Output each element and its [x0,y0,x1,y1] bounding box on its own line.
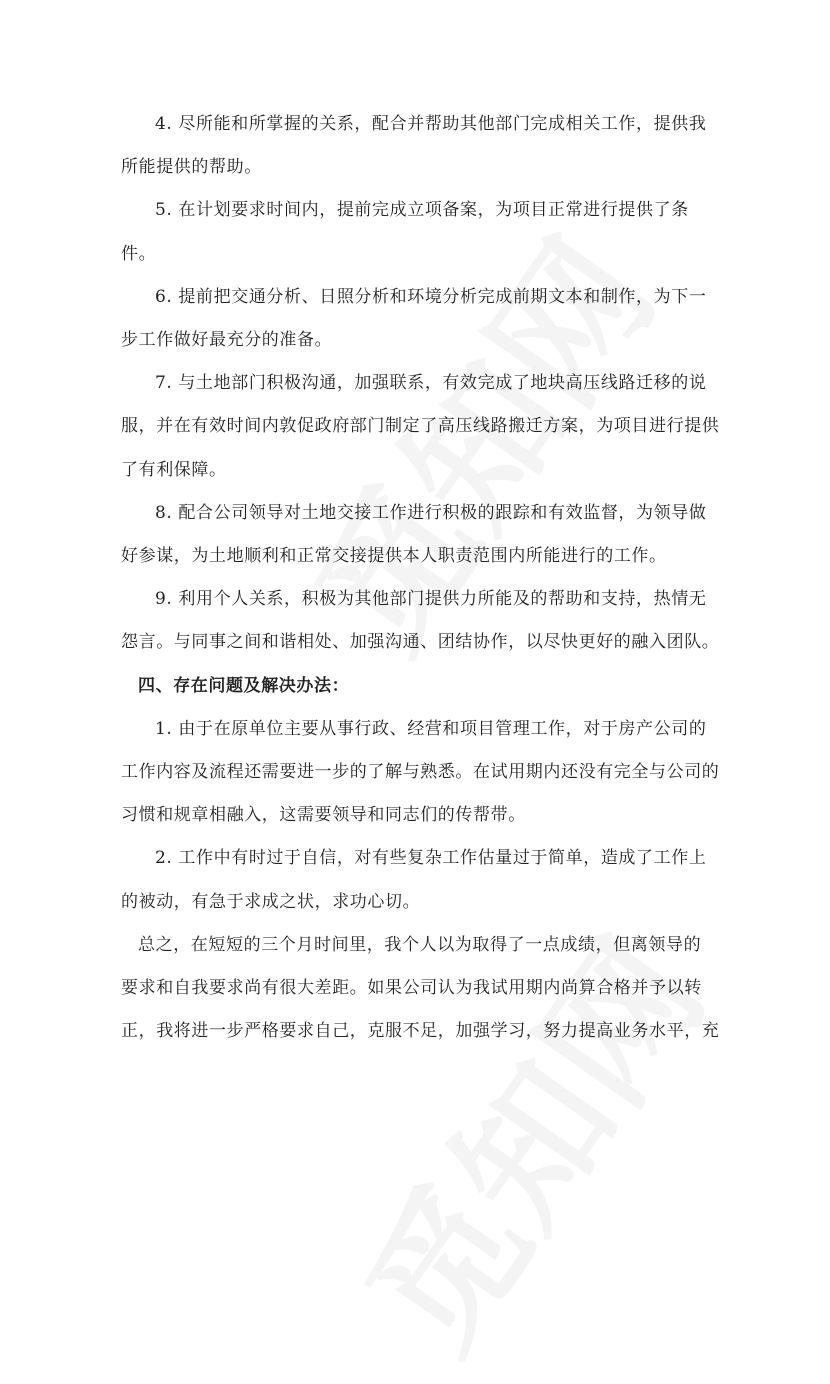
text-line: 习惯和规章相融入，这需要领导和同志们的传帮带。 [121,805,526,826]
text-line: 8. 配合公司领导对土地交接工作进行积极的跟踪和有效监督，为领导做 [155,502,707,523]
text-line: 服，并在有效时间内敦促政府部门制定了高压线路搬迁方案，为项目进行提供 [121,416,720,437]
text-line: 了有利保障。 [121,459,227,480]
text-line: 总之，在短短的三个月时间里，我个人以为取得了一点成绩，但离领导的 [138,934,702,955]
text-line: 件。 [121,243,157,264]
section-heading: 四、存在问题及解决办法： [138,675,350,696]
text-line: 9. 利用个人关系，积极为其他部门提供力所能及的帮助和支持，热情无 [155,589,707,610]
text-line: 好参谋，为土地顺利和正常交接提供本人职责范围内所能进行的工作。 [121,546,667,566]
text-line: 5. 在计划要求时间内，提前完成立项备案，为项目正常进行提供了条 [155,200,689,221]
text-line: 6. 提前把交通分析、日照分析和环境分析完成前期文本和制作，为下一 [155,286,707,307]
text-line: 怨言。与同事之间和谐相处、加强沟通、团结协作，以尽快更好的融入团队。 [121,632,720,653]
text-line: 4. 尽所能和所掌握的关系，配合并帮助其他部门完成相关工作，提供我 [155,114,707,134]
text-line: 工作内容及流程还需要进一步的了解与熟悉。在试用期内还没有完全与公司的 [121,762,720,782]
text-line: 步工作做好最充分的准备。 [121,330,333,350]
text-line: 1. 由于在原单位主要从事行政、经营和项目管理工作，对于房产公司的 [155,718,707,739]
text-line: 正，我将进一步严格要求自己，克服不足，加强学习，努力提高业务水平，充 [121,1021,720,1042]
text-line: 的被动，有急于求成之状，求功心切。 [121,891,421,912]
text-line: 2. 工作中有时过于自信，对有些复杂工作估量过于简单，造成了工作上 [155,848,707,869]
text-line: 7. 与土地部门积极沟通，加强联系，有效完成了地块高压线路迁移的说 [155,373,707,394]
text-line: 所能提供的帮助。 [121,157,262,178]
text-line: 要求和自我要求尚有很大差距。如果公司认为我试用期内尚算合格并予以转 [121,978,702,998]
